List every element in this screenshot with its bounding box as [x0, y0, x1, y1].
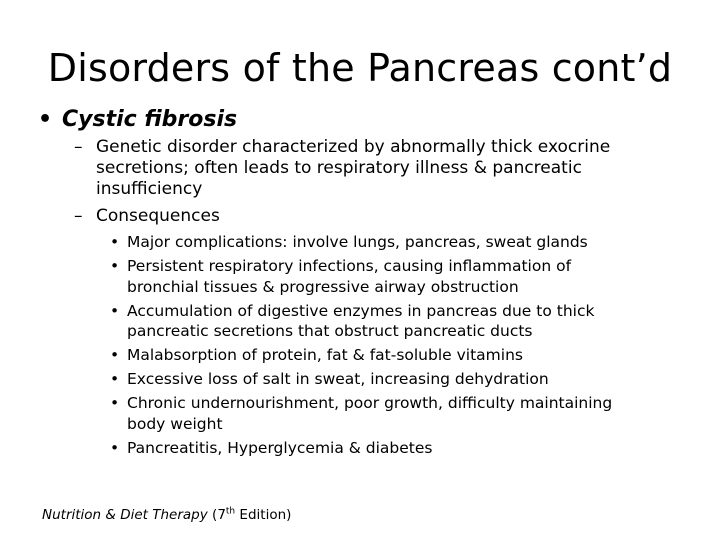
list-item	[110, 232, 630, 253]
bullet-icon: •	[110, 370, 120, 388]
footer-citation	[42, 505, 291, 525]
footer-edition-sup: th	[225, 506, 236, 517]
list-item	[110, 393, 630, 434]
list-item-text: Excessive loss of salt in sweat, increasing dehydration	[127, 370, 549, 388]
list-item	[110, 256, 630, 297]
bullet-icon: •	[110, 394, 120, 412]
list-item-text: Chronic undernourishment, poor growth, difficulty maintaining body weight	[127, 394, 613, 433]
slide-title: Disorders of the Pancreas cont’d	[47, 46, 673, 90]
subpoint-text: Consequences	[96, 206, 220, 226]
list-item-text: Accumulation of digestive enzymes in pancreas due to thick pancreatic secretions that obstruct pancreatic ducts	[127, 301, 595, 340]
list-item-text: Persistent respiratory infections, causing inflammation of bronchial tissues & progressive airway obstruction	[127, 257, 572, 296]
bullet-icon: •	[110, 438, 120, 457]
subpoint-definition	[74, 137, 644, 200]
dash-icon: –	[74, 137, 83, 157]
dash-icon: –	[74, 206, 83, 226]
footer-edition-open: (7	[212, 507, 226, 523]
bullet-icon: •	[110, 257, 120, 275]
footer-edition-close: Edition)	[235, 507, 292, 523]
consequence-list	[110, 232, 630, 462]
bullet-icon: •	[38, 107, 53, 132]
bullet-icon: •	[110, 346, 120, 364]
list-item-text: Major complications: involve lungs, pancreas, sweat glands	[127, 233, 588, 251]
bullet-cystic-fibrosis	[38, 106, 698, 134]
subpoint-consequences	[74, 206, 644, 227]
bullet-icon: •	[110, 233, 120, 251]
subpoint-text: Genetic disorder characterized by abnormally thick exocrine secretions; often leads to respiratory illness & pancreatic insufficiency	[96, 137, 611, 199]
list-item-text: Malabsorption of protein, fat & fat-soluble vitamins	[127, 346, 523, 364]
list-item-text: Pancreatitis, Hyperglycemia & diabetes	[127, 438, 433, 457]
list-item	[110, 438, 630, 459]
bullet-icon: •	[110, 301, 120, 320]
list-item	[110, 369, 630, 390]
footer-book-title: Nutrition & Diet Therapy	[42, 507, 208, 523]
list-item	[110, 345, 630, 366]
bullet-text: Cystic fibrosis	[62, 107, 238, 132]
list-item	[110, 301, 630, 342]
